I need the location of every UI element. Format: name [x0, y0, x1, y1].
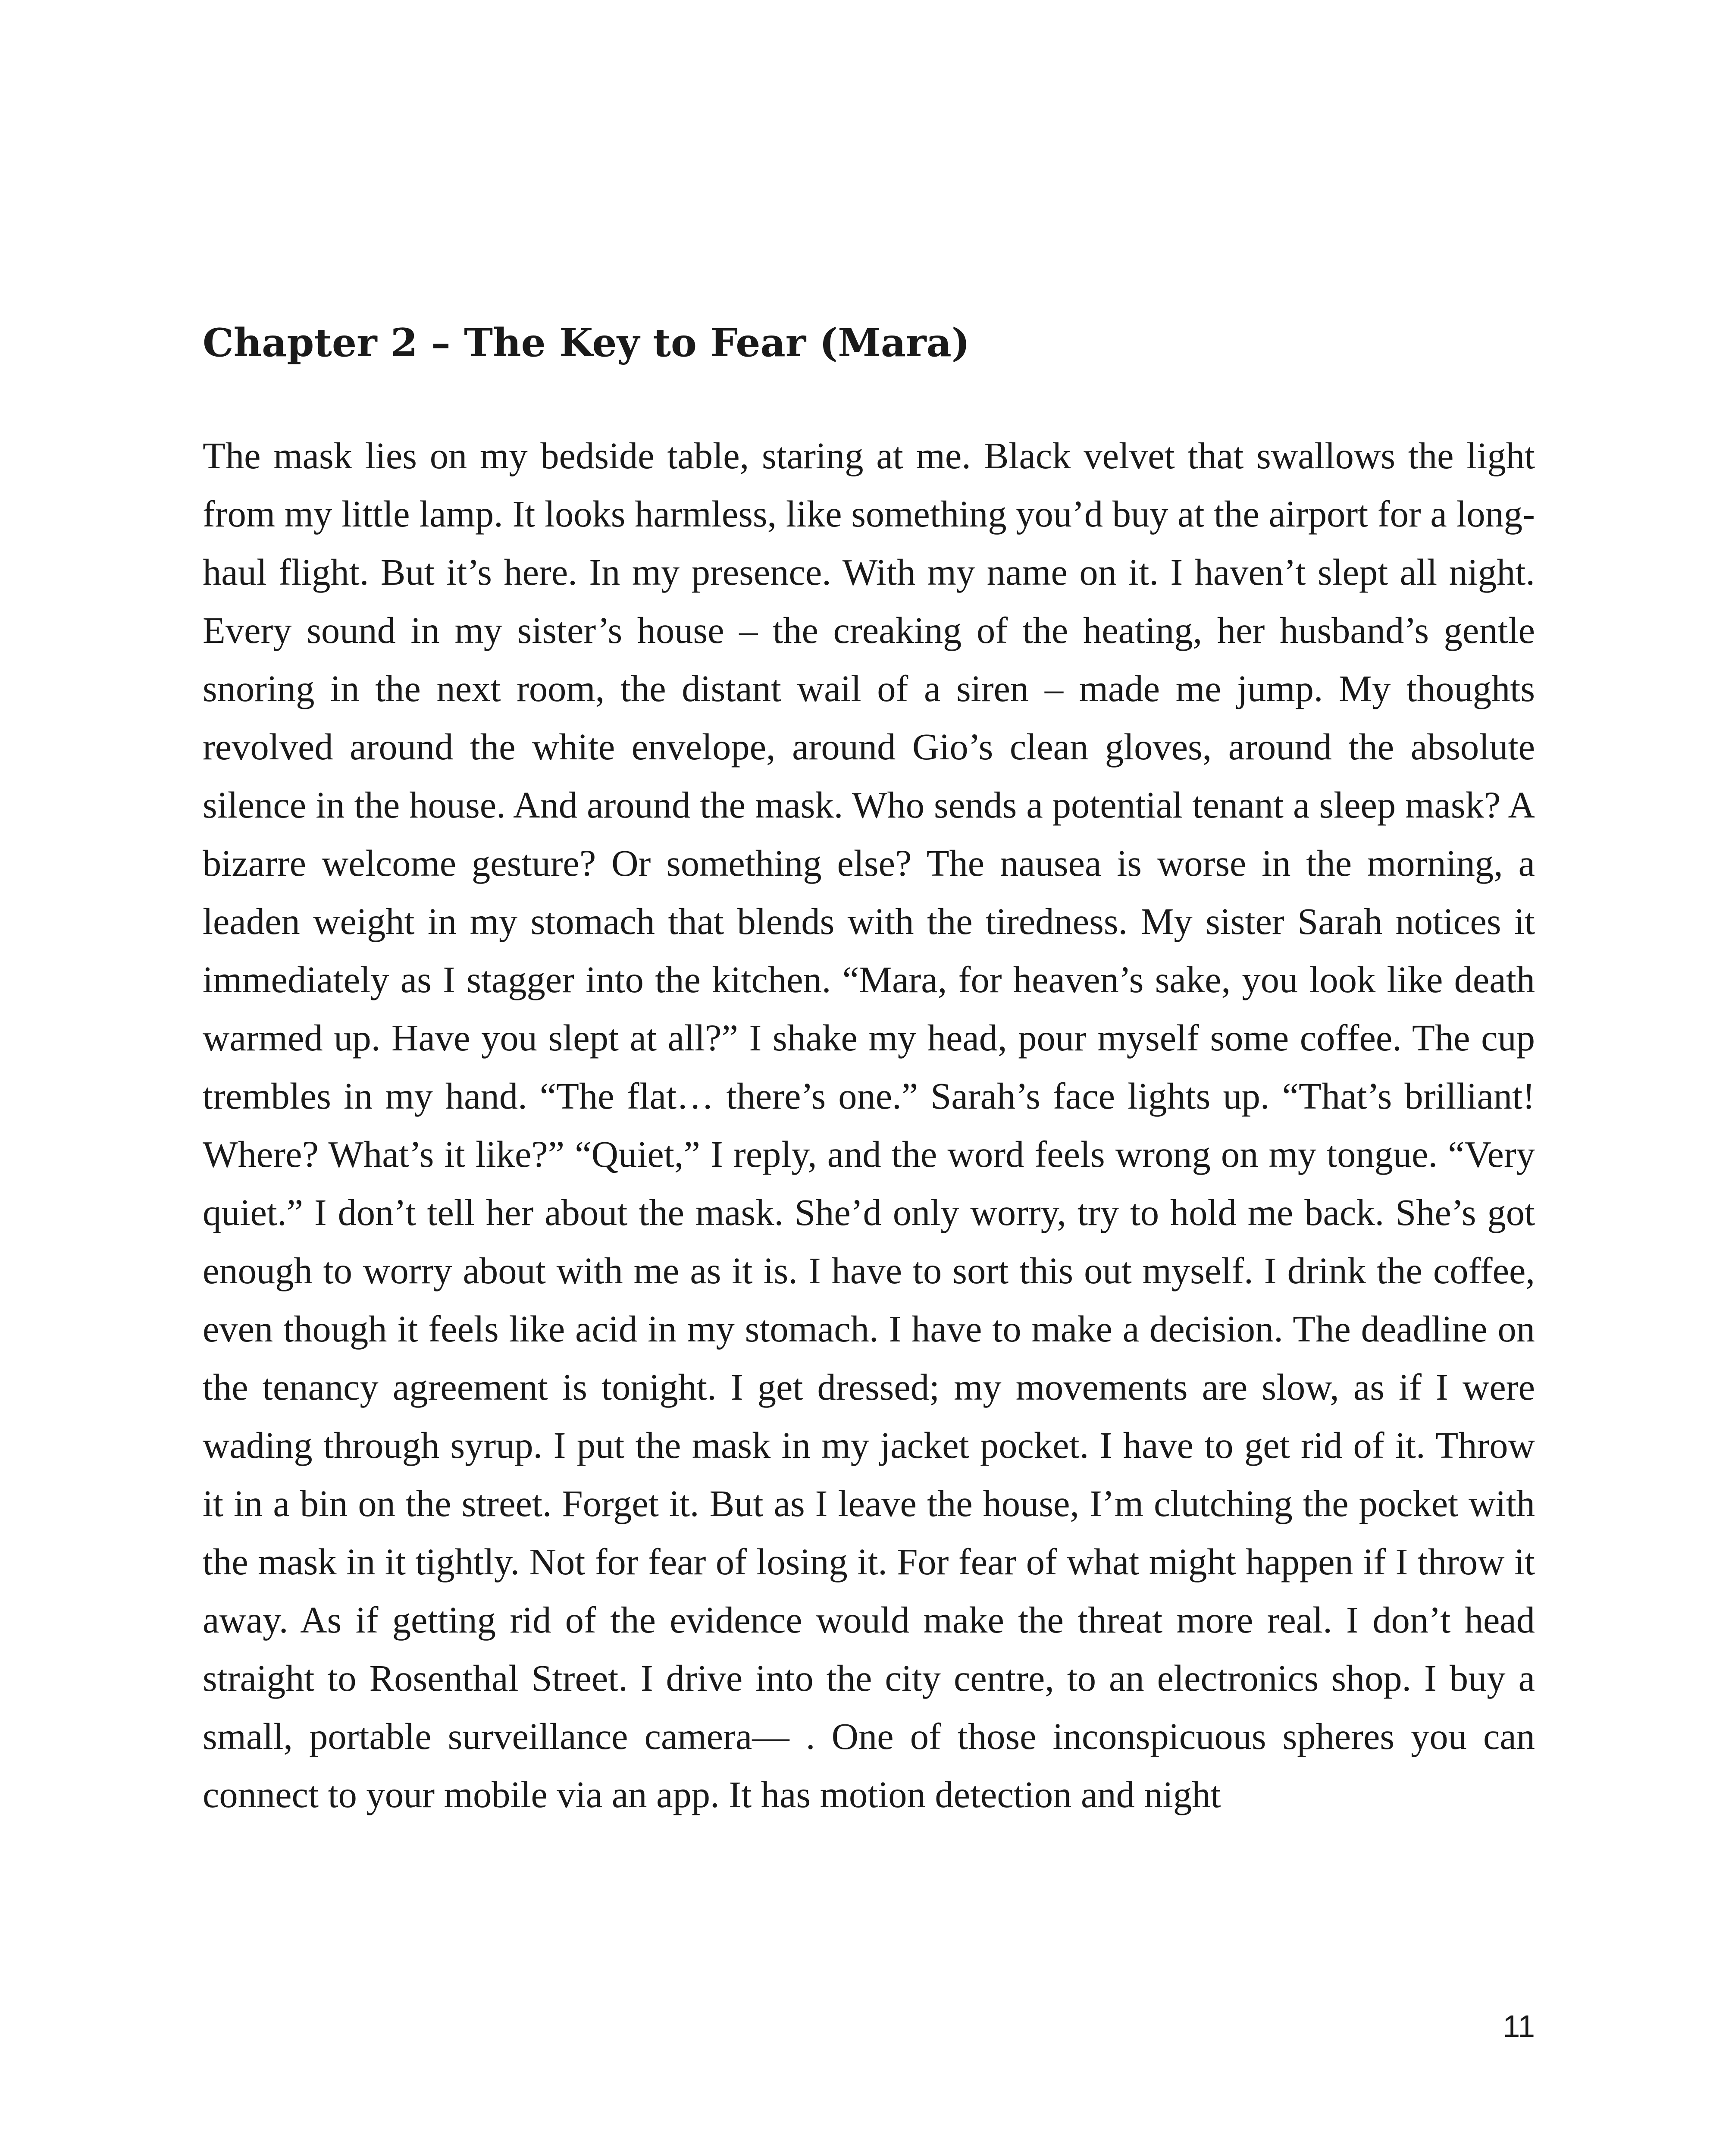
chapter-title: Chapter 2 – The Key to Fear (Mara)	[203, 320, 970, 366]
page-number: 11	[1503, 2009, 1535, 2044]
chapter-body-text: The mask lies on my bedside table, staring at me. Black velvet that swallows the light from my little lamp. It looks harmless, like something you’d buy at the airport for a long-haul flight. But it’s here. In my presence. With my name on it. I haven’t slept all night. Every sound in my sister’s house – the creaking of the heating, her husband’s gentle snoring in the next room, the distant wail of a siren – made me jump. My thoughts revolved around the white envelope, around Gio’s clean gloves, around the absolute silence in the house. And around the mask. Who sends a potential tenant a sleep mask? A bizarre welcome gesture? Or something else? The nausea is worse in the morning, a leaden weight in my stomach that blends with the tiredness. My sister Sarah notices it immediately as I stagger into the kitchen. “Mara, for heaven’s sake, you look like death warmed up. Have you slept at all?” I shake my head, pour myself some coffee. The cup trembles in my hand. “The flat… there’s one.” Sarah’s face lights up. “That’s brilliant! Where? What’s it like?” “Quiet,” I reply, and the word feels wrong on my tongue. “Very quiet.” I don’t tell her about the mask. She’d only worry, try to hold me back. She’s got enough to worry about with me as it is. I have to sort this out myself. I drink the coffee, even though it feels like acid in my stomach. I have to make a decision. The deadline on the tenancy agreement is tonight. I get dressed; my movements are slow, as if I were wading through syrup. I put the mask in my jacket pocket. I have to get rid of it. Throw it in a bin on the street. Forget it. But as I leave the house, I’m clutching the pocket with the mask in it tightly. Not for fear of losing it. For fear of what might happen if I throw it away. As if getting rid of the evidence would make the threat more real. I don’t head straight to Rosenthal Street. I drive into the city centre, to an electronics shop. I buy a small, portable surveillance camera— . One of those inconspicuous spheres you can connect to your mobile via an app. It has motion detection and night	[203, 435, 1535, 1815]
